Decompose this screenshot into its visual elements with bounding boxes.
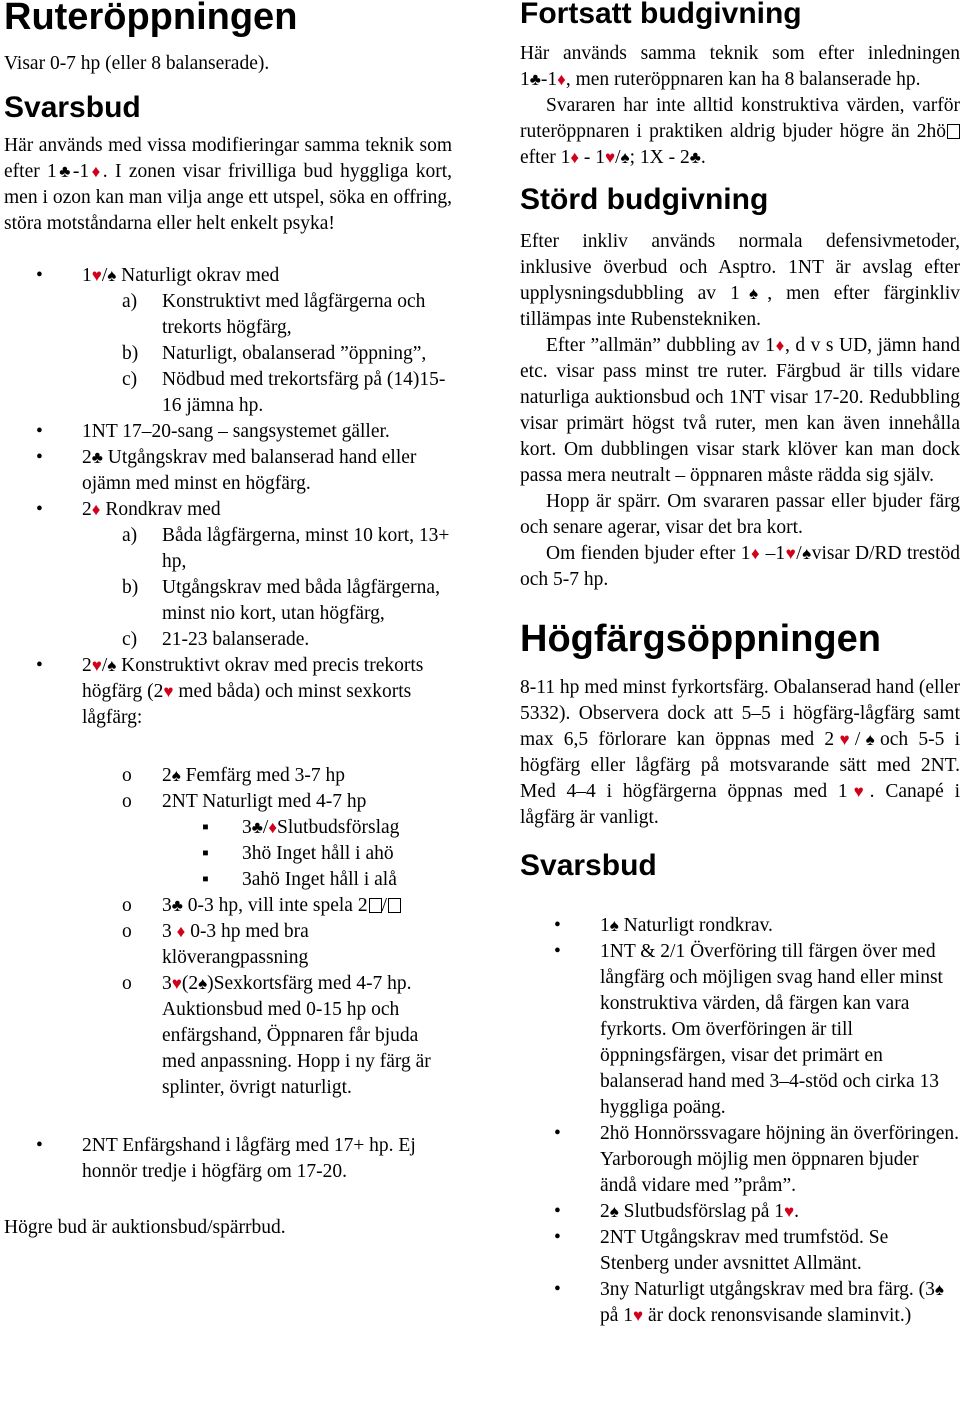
diamond-icon: ♦ <box>89 162 103 181</box>
sub-item: b) Utgångskrav med båda lågfärgerna, minst nio kort, utan högfärg, <box>122 577 440 624</box>
sub-sub-item: ▪ 3ahö Inget håll i alå <box>4 867 452 893</box>
footer-text: Högre bud är auktionsbud/spärrbud. <box>4 1217 286 1238</box>
spade-icon: ♠ <box>739 284 768 303</box>
list-item: • 2hö Honnörssvagare höjning än överföringen. Yarborough möjlig men öppnaren bjuder ändå vidare med ”pråm”. <box>520 1121 960 1199</box>
list-item: • 1NT & 2/1 Överföring till färgen över med långfärg och möjligen svag hand eller minst konstruktiva värden, då färgen kan vara fyrkorts. Om överföringen är till öppningsfärgen, visar det primärt en balanserad hand med 3–4-stöd och cirka 13 hyggliga poäng. <box>520 939 960 1121</box>
missing-glyph-icon <box>947 124 960 139</box>
fortsatt-heading: Fortsatt budgivning <box>520 0 802 30</box>
heart-icon: ♥ <box>785 544 797 563</box>
heart-icon: ♥ <box>163 682 174 701</box>
heart-icon: ♥ <box>783 1202 795 1221</box>
sub-item: c) Nödbud med trekortsfärg på (14)15-16 jämna hp. <box>122 369 446 416</box>
sub-item: o 2♠ Femfärg med 3-7 hp <box>4 763 452 789</box>
hogfarg-response-list <box>520 913 960 1329</box>
heart-icon: ♥ <box>847 782 870 801</box>
list-item: • 1♠ Naturligt rondkrav. <box>520 913 960 939</box>
heart-icon: ♥ <box>91 266 102 285</box>
spade-icon: ♠ <box>801 544 812 563</box>
spade-icon: ♠ <box>171 766 181 785</box>
club-icon: ♣ <box>91 448 103 467</box>
list-item: • 2NT Enfärgshand i lågfärg med 17+ hp. Ej honnör tredje i högfärg om 17-20. <box>4 1133 452 1185</box>
hogfarg-paragraph: 8-11 hp med minst fyrkortsfärg. Obalanserad hand (eller 5332). Observera dock att 5–5 i högfärg-lågfärg samt max 6,5 förlorare kan öppnas med 2♥/♠och 5-5 i högfärg eller lågfärg på motsvarande sätt med 2NT. Med 4–4 i högfärgerna öppnas med 1♥. Canapé i lågfärg är vanligt. <box>520 677 960 828</box>
diamond-icon: ♦ <box>774 336 785 355</box>
spade-icon: ♠ <box>620 148 630 167</box>
sub-item: o 3 ♦ 0-3 hp med bra klöverangpassning <box>4 919 452 971</box>
spade-icon: ♠ <box>609 1202 619 1221</box>
list-item: • 1♥/♠ Naturligt okrav med <box>4 263 452 289</box>
diamond-icon: ♦ <box>91 500 101 519</box>
stord-paragraph-1: Efter inkliv används normala defensivmetoder, inklusive överbud och Asptro. 1NT är avslag efter upplysningsdubbling av 1♠, men efter färginkliv tillämpas inte Rubenstekniken. <box>520 231 960 330</box>
hogfarg-heading: Högfärgsöppningen <box>520 618 881 660</box>
missing-glyph-icon <box>369 898 382 913</box>
intro-text: Visar 0-7 hp (eller 8 balanserade). <box>4 53 270 74</box>
sub-item: c) 21-23 balanserade. <box>122 629 310 650</box>
spade-icon: ♠ <box>860 730 881 749</box>
club-icon: ♣ <box>529 70 541 89</box>
svarsbud-heading: Svarsbud <box>4 91 141 124</box>
sub-sub-item: ▪ 3hö Inget håll i ahö <box>4 841 452 867</box>
heart-icon: ♥ <box>633 1306 644 1325</box>
list-item: • 3ny Naturligt utgångskrav med bra färg. (3♠ på 1♥ är dock renonsvisande slaminvit.) <box>520 1277 960 1329</box>
fortsatt-paragraph-2: Svararen har inte alltid konstruktiva värden, varför ruteröppnaren i praktiken aldrig bjuder högre än 2höefter 1♦ - 1♥/♠; 1X - 2♣. <box>520 95 960 168</box>
list-item: • 2♣ Utgångskrav med balanserad hand eller ojämn med minst en högfärg. <box>4 445 452 497</box>
club-icon: ♣ <box>56 162 73 181</box>
sub-item: b) Naturligt, obalanserad ”öppning”, <box>122 343 427 364</box>
club-icon: ♣ <box>251 818 263 837</box>
heart-icon: ♥ <box>834 730 855 749</box>
diamond-icon: ♦ <box>570 148 580 167</box>
spade-icon: ♠ <box>198 974 208 993</box>
list-item: • 2♠ Slutbudsförslag på 1♥. <box>520 1199 960 1225</box>
fortsatt-paragraph-1: Här används samma teknik som efter inledningen 1♣-1♦, men ruteröppnaren kan ha 8 balanserade hp. <box>520 43 960 90</box>
sub-item: a) Konstruktivt med lågfärgerna och trekorts högfärg, <box>122 291 426 338</box>
sub-item: o 3♥(2♠)Sexkortsfärg med 4-7 hp. Auktionsbud med 0-15 hp och enfärgshand, Öppnaren får bjuda med anpassning. Hopp i ny färg är splinter, övrigt naturligt. <box>4 971 452 1101</box>
missing-glyph-icon <box>388 898 401 913</box>
left-column <box>4 0 452 1241</box>
heart-icon: ♥ <box>91 656 102 675</box>
svarsbud-heading-2: Svarsbud <box>520 849 657 882</box>
list-item: • 2♥/♠ Konstruktivt okrav med precis trekorts högfärg (2♥ med båda) och minst sexkorts lågfärg: <box>4 653 452 731</box>
response-list <box>4 263 452 1185</box>
spade-icon: ♠ <box>107 656 117 675</box>
diamond-icon: ♦ <box>268 818 278 837</box>
club-icon: ♣ <box>689 148 701 167</box>
page-title: Ruteröppningen <box>4 0 298 38</box>
list-item: • 1NT 17–20-sang – sangsystemet gäller. <box>4 419 452 445</box>
sub-item: o 3♣ 0-3 hp, vill inte spela 2 / <box>4 893 452 919</box>
stord-heading: Störd budgivning <box>520 183 769 216</box>
right-column <box>520 0 960 1329</box>
heart-icon: ♥ <box>605 148 616 167</box>
sub-item: a) Båda lågfärgerna, minst 10 kort, 13+ hp, <box>122 525 450 572</box>
diamond-icon: ♦ <box>557 70 566 89</box>
diamond-icon: ♦ <box>176 922 186 941</box>
diamond-icon: ♦ <box>750 544 761 563</box>
svarsbud-paragraph: Här används med vissa modifieringar samma teknik som efter 1♣-1♦. I zonen visar frivilliga bud hyggliga kort, men i ozon kan man vilja ange ett utspel, söka en offring, störa motståndarna eller helt enkelt psyka! <box>4 135 452 234</box>
list-item: • 2NT Utgångskrav med trumfstöd. Se Stenberg under avsnittet Allmänt. <box>520 1225 960 1277</box>
spade-icon: ♠ <box>107 266 117 285</box>
heart-icon: ♥ <box>171 974 182 993</box>
spade-icon: ♠ <box>934 1280 944 1299</box>
spade-icon: ♠ <box>609 916 619 935</box>
stord-paragraph-2: Efter ”allmän” dubbling av 1♦, d v s UD, jämn hand etc. visar pass minst tre ruter. Färgbud är tills vidare naturliga auktionsbud och 1NT visar 17-20. Redubbling visar primärt högst två ruter, men kan även innehålla kort. Om dubblingen visar stark klöver kan man dock passa mera neutralt – öppnaren måste rädda sig själv. <box>520 335 960 486</box>
stord-paragraph-4: Om fienden bjuder efter 1♦ –1♥/♠visar D/RD trestöd och 5-7 hp. <box>520 543 960 590</box>
club-icon: ♣ <box>171 896 183 915</box>
stord-paragraph-3: Hopp är spärr. Om svararen passar eller bjuder färg och senare agerar, visar det bra kort. <box>520 491 960 538</box>
list-item: • 2♦ Rondkrav med <box>4 497 452 523</box>
sub-item: o 2NT Naturligt med 4-7 hp <box>4 789 452 815</box>
sub-sub-item: ▪ 3♣/♦Slutbudsförslag <box>4 815 452 841</box>
